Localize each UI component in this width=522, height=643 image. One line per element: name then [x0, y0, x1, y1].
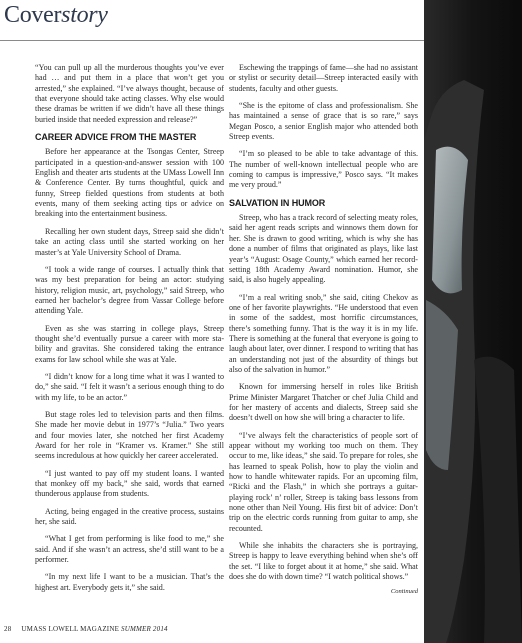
section-title-italic: story: [61, 2, 108, 28]
cover-photo: [424, 0, 522, 643]
section-title-main: Cover: [4, 2, 62, 28]
page-footer: [4, 625, 168, 633]
section-title: [4, 2, 108, 29]
paragraph: Streep, who has a track record of selecting meaty roles, said her agent reads scripts and winnows them down for her. She is drawn to good writing, which is why she has done a number of films that originated as plays, like last year’s “August: Osage County,” which earned her record-setting 18th Academy Award nomination. Humor, she said, is also hugely appealing.: [229, 213, 418, 285]
paragraph: “I’ve always felt the characteristics of people sort of appear without my working too much on them. They occur to me, like ideas,” she said. To prepare for roles, she has learned to speak Polish, how to play the violin and how to handle whitewater rapids. For an upcoming film, “Ricki and the Flash,” in which she portrays a guitar-playing rock’ n’ roller, Streep is taking bass lessons from none other than Neil Young. His first bit of advice: Don’t trip on the electric cords running from guitar to amp, she recounted.: [229, 430, 418, 533]
paragraph: While she inhabits the characters she is portraying, Streep is happy to leave everything behind when she’s off the set. “I like to forget about it at home,” she said. What does she do with down time? “I watch political shows.”: [229, 541, 418, 582]
article-column-right: [229, 63, 418, 598]
subheading: CAREER ADVICE FROM THE MASTER: [35, 132, 197, 143]
issue-season: SUMMER 2014: [121, 625, 168, 633]
continued-label: Continued: [390, 588, 418, 596]
paragraph: “I took a wide range of courses. I actually think that was my best preparation for being an actor: studying history, religion music, art, psychology,” said Streep, who earned her bachelor’s degree from Vassar College before attending Yale.: [35, 264, 224, 316]
paragraph: But stage roles led to television parts and then films. She made her movie debut in 1977’s “Julia.” Two years and four movies later, she notched her first Academy Award for her role in “Kramer vs. Kramer.” She still seems incredulous at how quickly her career accelerated.: [35, 409, 224, 461]
paragraph: Acting, being engaged in the creative process, sustains her, she said.: [35, 506, 224, 527]
magazine-name: UMASS LOWELL MAGAZINE: [21, 625, 120, 633]
subheading: SALVATION IN HUMOR: [229, 197, 326, 208]
paragraph: Known for immersing herself in roles like British Prime Minister Margaret Thatcher or chef Julia Child and for her mastery of accents and dialects, Streep said she doesn’t dwell on how she will bring a character to life.: [229, 382, 418, 423]
paragraph: “She is the epitome of class and professionalism. She has maintained a sense of grace that is so rare,” says Megan Posco, a senior English major who attended both Streep events.: [229, 101, 418, 142]
paragraph: “What I get from performing is like food to me,” she said. And if she wasn’t an actress, she’d still want to be a performer.: [35, 534, 224, 565]
header-rule: [0, 40, 424, 41]
paragraph: Eschewing the trappings of fame—she had no assistant or stylist or security detail—Streep interacted easily with students, faculty and other guests.: [229, 63, 418, 93]
article-column-right-body: [229, 63, 418, 582]
paragraph: Before her appearance at the Tsongas Center, Streep participated in a question-and-answer session with 100 English and theater arts students at the UMass Lowell Inn & Conference Center. By turns thoughtful, quick and funny, Streep fielded questions from students at both events, many of them seeking acting tips or advice on breaking into the entertainment business.: [35, 147, 224, 219]
paragraph: “I didn’t know for a long time what it was I wanted to do,” she said. “I felt it wasn’t a serious enough thing to do with my life, to be an actor.”: [35, 371, 224, 402]
page-header: [0, 0, 424, 48]
paragraph: Even as she was starring in college plays, Streep thought she’d eventually pursue a career with more stability and gravitas. She considered taking the entrance exams for law school while she was at Yale.: [35, 323, 224, 364]
paragraph: Recalling her own student days, Streep said she didn’t take an acting class until she started working on her master’s at Yale University School of Drama.: [35, 226, 224, 257]
paragraph: “I’m so pleased to be able to take advantage of this. The number of well-known intellectual people who are coming to campus is impressive,” Posco says. “It makes me very proud.”: [229, 149, 418, 190]
page-number: 28: [4, 625, 12, 633]
paragraph: “In my next life I want to be a musician. That’s the highest art. Everybody gets it,” she said.: [35, 572, 224, 592]
paragraph: “I just wanted to pay off my student loans. I wanted that monkey off my back,” she said, words that earned thunderous applause from students.: [35, 468, 224, 499]
photo-graphic: [424, 0, 522, 643]
paragraph: “I’m a real writing snob,” she said, citing Chekov as one of her favorite playwrights. “He understood that even in some of the saddest, most horrific circumstances, there’s something funny. That is the way it is in my life. There is something at the funeral that everyone is going to laugh about later, over dinner. I respond to writing that has an understanding not just of the absurdity of things but also of the salvation in humor.”: [229, 292, 418, 374]
article-column-left: [35, 63, 224, 600]
paragraph: “You can pull up all the murderous thoughts you’ve ever had … and put them in a place that won’t get you arrested,” she explained. “I’ve always thought, because of that everyone should take acting classes. Why else would these dramas be written if we didn’t have all these things buried inside that needed expression and release?”: [35, 63, 224, 124]
